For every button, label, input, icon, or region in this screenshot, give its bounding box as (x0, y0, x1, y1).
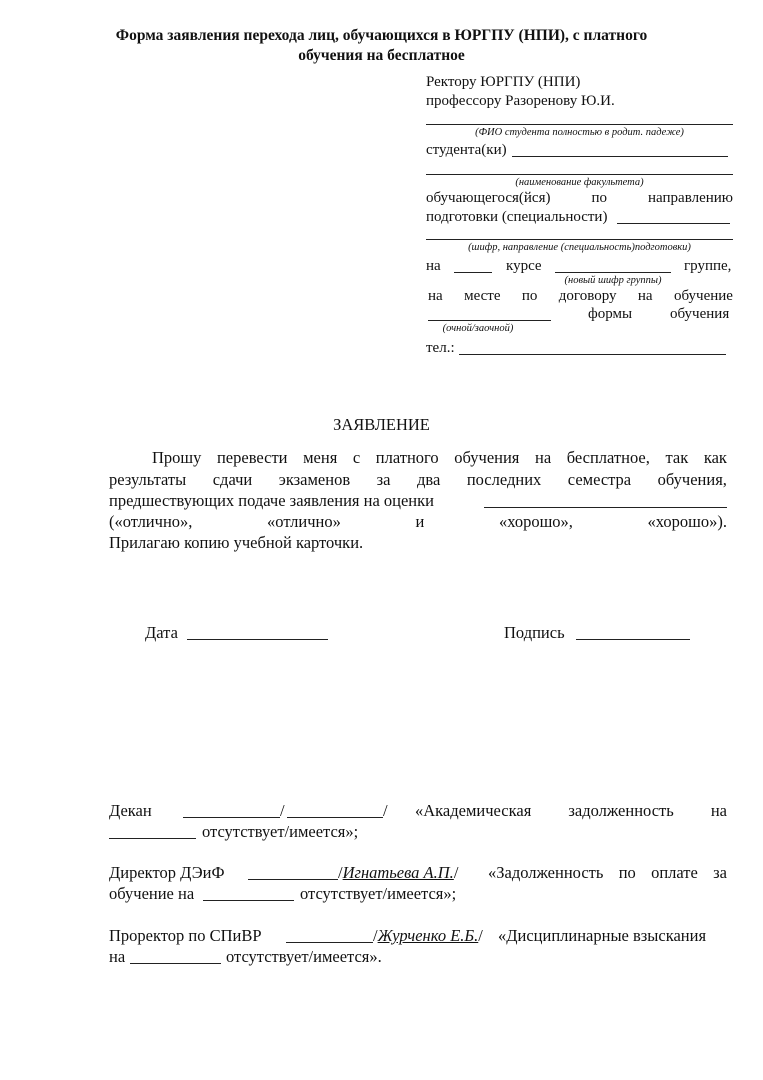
slash: / (478, 926, 483, 945)
word: экзаменов (278, 470, 351, 489)
director-signoff (338, 862, 458, 883)
phone-field[interactable] (459, 354, 726, 355)
statement-line-1 (152, 447, 727, 468)
statement-heading: ЗАЯВЛЕНИЕ (333, 415, 430, 434)
dean-line-2: отсутствует/имеется»; (202, 822, 359, 841)
word: результаты (109, 470, 187, 489)
director-label: Директор ДЭиФ (109, 863, 225, 882)
caption-form: (очной/заочной) (442, 323, 514, 334)
prorector-signature-field[interactable] (286, 942, 373, 943)
caption-group: (новый шифр группы) (564, 275, 662, 286)
director-name: Игнатьева А.П. (342, 863, 454, 882)
signature-field[interactable] (576, 639, 690, 640)
grades-field[interactable] (484, 507, 727, 508)
statement-line-4 (109, 511, 727, 532)
director-text: «Задолженность по оплате за (488, 863, 727, 882)
director-line-2-prefix: обучение на (109, 884, 195, 903)
statement-line-5: Прилагаю копию учебной карточки. (109, 533, 364, 552)
course-label: курсе (506, 258, 542, 274)
student-fio-field[interactable] (426, 124, 733, 125)
word: обучения, (657, 470, 727, 489)
word: задолженность (568, 801, 674, 820)
word: с (352, 448, 361, 467)
rector-line: Ректору ЮРГПУ (НПИ) (426, 74, 581, 90)
faculty-field[interactable] (426, 174, 733, 175)
word: «Академическая (415, 801, 532, 820)
course-na: на (426, 258, 441, 274)
statement-line-2 (109, 469, 727, 490)
specialty-code-field[interactable] (426, 239, 733, 240)
student-field[interactable] (512, 156, 728, 157)
specialty-field[interactable] (617, 223, 730, 224)
slash: / (338, 863, 343, 882)
word: так (665, 448, 689, 467)
dean-date-field[interactable] (109, 838, 196, 839)
contract-word: обучение (673, 288, 733, 304)
studying-word: по (591, 190, 608, 206)
caption-faculty: (наименование факультета) (515, 177, 644, 188)
prorector-text: «Дисциплинарные взыскания (498, 926, 707, 945)
word: на (534, 448, 552, 467)
specialty-label: подготовки (специальности) (426, 209, 608, 225)
word: перевести (216, 448, 288, 467)
word: сдачи (212, 470, 253, 489)
slash: / (383, 801, 388, 820)
word: «отлично» (267, 512, 341, 531)
director-line-2: отсутствует/имеется»; (300, 884, 457, 903)
course-field[interactable] (454, 272, 492, 273)
dean-text (415, 800, 727, 821)
prorector-date-field[interactable] (130, 963, 221, 964)
contract-word: по (521, 288, 538, 304)
word: Прошу (152, 448, 202, 467)
word: за (376, 470, 391, 489)
word: как (703, 448, 727, 467)
word: «хорошо»). (647, 512, 727, 531)
contract-word: на (428, 288, 443, 304)
slash: / (280, 801, 285, 820)
signature-label: Подпись (504, 623, 565, 642)
group-label: группе, (684, 258, 732, 274)
contract-word: договору (558, 288, 617, 304)
prorector-signoff (373, 925, 483, 946)
caption-fio: (ФИО студента полностью в родит. падеже) (475, 127, 684, 138)
contract-word: на (637, 288, 653, 304)
word: меня (303, 448, 338, 467)
word: обучения (454, 448, 520, 467)
dean-label: Декан (109, 801, 152, 820)
study-label: обучения (670, 306, 730, 322)
word: платного (375, 448, 439, 467)
director-date-field[interactable] (203, 900, 294, 901)
dean-name-field[interactable] (287, 817, 383, 818)
word: бесплатное, (566, 448, 650, 467)
word: на (710, 801, 727, 820)
phone-label: тел.: (426, 340, 455, 356)
form-title-line-2: обучения на бесплатное (298, 47, 465, 64)
form-label: формы (588, 306, 633, 322)
contract-line (428, 287, 733, 305)
slash: / (453, 863, 459, 882)
caption-code: (шифр, направление (специальность)подготовки) (468, 242, 691, 253)
prorector-line-2: отсутствует/имеется». (226, 947, 382, 966)
word: и (415, 512, 425, 531)
word: («отлично», (109, 512, 193, 531)
word: последних (466, 470, 542, 489)
professor-line: профессору Разоренову Ю.И. (426, 93, 615, 109)
studying-word: направлению (648, 190, 733, 206)
word: два (417, 470, 441, 489)
date-label: Дата (145, 623, 178, 642)
slash: / (373, 926, 378, 945)
group-field[interactable] (555, 272, 671, 273)
prorector-label: Проректор по СПиВР (109, 926, 262, 945)
word: «хорошо», (498, 512, 573, 531)
prorector-name: Журченко Е.Б. (377, 926, 479, 945)
word: семестра (567, 470, 632, 489)
student-label: студента(ки) (426, 142, 507, 158)
prorector-line-2-prefix: на (109, 947, 126, 966)
studying-word: обучающегося(йся) (426, 190, 551, 206)
director-signature-field[interactable] (248, 879, 338, 880)
statement-line-3: предшествующих подаче заявления на оценки (109, 491, 434, 510)
studying-line (426, 189, 733, 207)
contract-word: месте (464, 288, 501, 304)
form-title-line-1: Форма заявления перехода лиц, обучающихся в ЮРГПУ (НПИ), с платного (115, 27, 648, 44)
date-field[interactable] (187, 639, 328, 640)
dean-signature-field[interactable] (183, 817, 280, 818)
study-form-field[interactable] (428, 320, 551, 321)
